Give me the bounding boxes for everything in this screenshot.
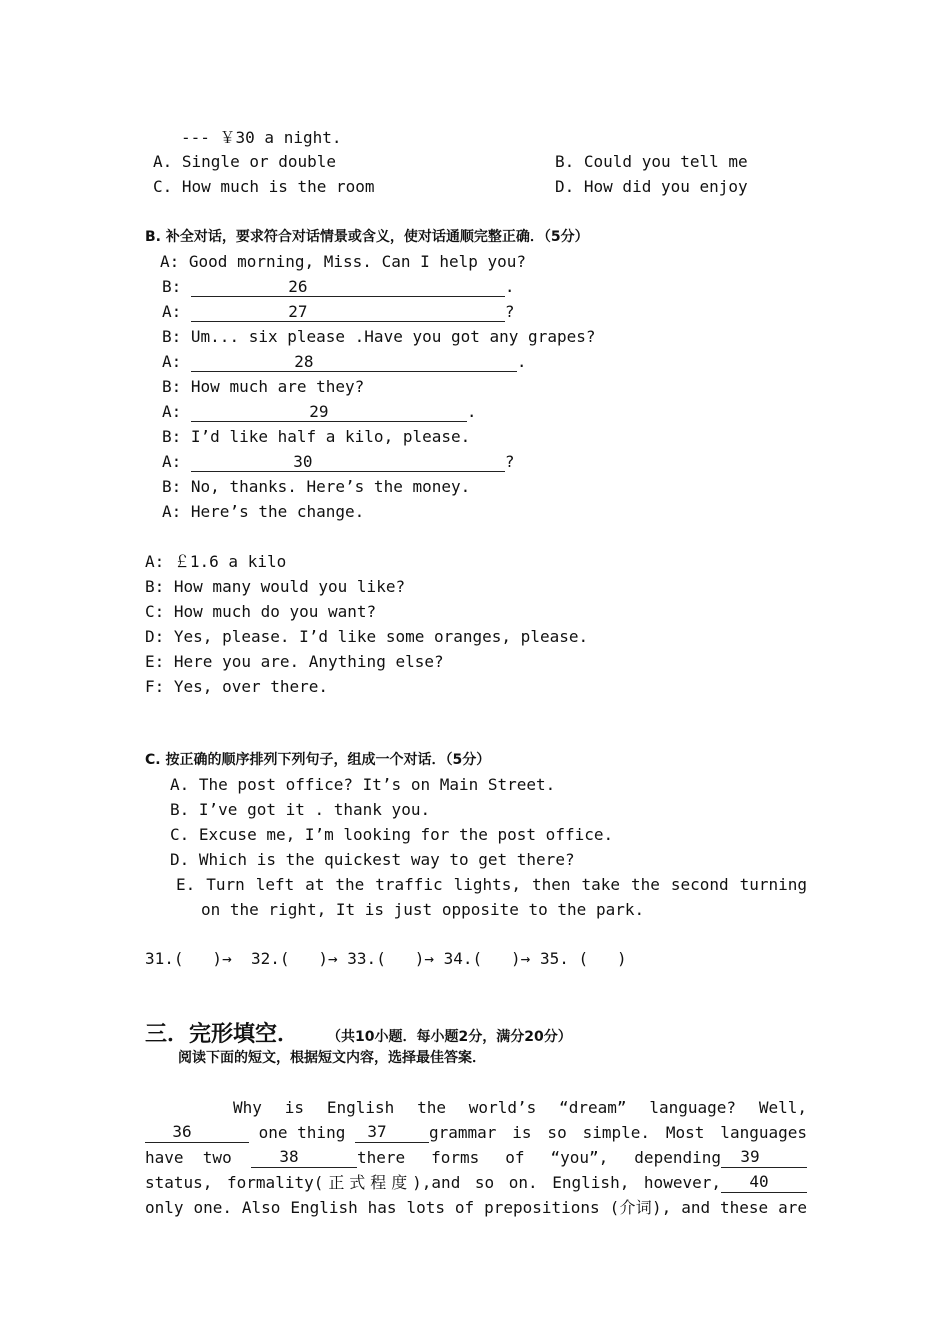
choice-f: F: Yes, over there.: [145, 677, 329, 696]
section-3-title: 三．完形填空．: [145, 1022, 300, 1047]
sentence-b: B. I’ve got it . thank you.: [170, 800, 431, 819]
passage-line-3: have two 38 there forms of “you”, depending 39: [145, 1148, 807, 1168]
order-answer-line: 31.( )→ 32.( )→ 33.( )→ 34.( )→ 35. ( ): [145, 949, 627, 968]
q25-option-c: C. How much is the room: [153, 177, 375, 196]
passage-line-5: only one. Also English has lots of prepositions (介词), and these are: [145, 1198, 807, 1217]
q25-option-b: B. Could you tell me: [555, 152, 748, 171]
section-3-points: （共10小题．每小题2分，满分20分）: [327, 1029, 572, 1045]
dialog-line-5: A: 28 .: [162, 352, 527, 371]
blank-29[interactable]: 29: [191, 403, 467, 422]
sentence-e: E. Turn left at the traffic lights, then take the second turning: [176, 875, 807, 894]
blank-26[interactable]: 26: [191, 278, 505, 297]
blank-37[interactable]: 37: [355, 1123, 429, 1143]
dialog-line-11: A: Here’s the change.: [162, 502, 365, 521]
dialog-line-8: B: I’d like half a kilo, please.: [162, 427, 471, 446]
section-c-heading: C. 按正确的顺序排列下列句子，组成一个对话．（5分）: [145, 752, 491, 768]
blank-27[interactable]: 27: [191, 303, 505, 322]
section-3-title-row: [145, 1021, 572, 1051]
passage-line-4: status, formality(正式程度),and so on. English, however, 40: [145, 1173, 807, 1193]
dialog-line-4: B: Um... six please .Have you got any grapes?: [162, 327, 596, 346]
choice-b: B: How many would you like?: [145, 577, 406, 596]
dialog-line-2: B: 26 .: [162, 277, 515, 296]
dialog-line-3: A: 27 ?: [162, 302, 515, 321]
choice-d: D: Yes, please. I’d like some oranges, please.: [145, 627, 589, 646]
passage-line-1: Why is English the world’s “dream” language? Well,: [233, 1098, 807, 1117]
q25-option-a: A. Single or double: [153, 152, 337, 171]
blank-30[interactable]: 30: [191, 453, 505, 472]
q25-option-d: D. How did you enjoy: [555, 177, 748, 196]
sentence-d: D. Which is the quickest way to get there?: [170, 850, 575, 869]
section-b-heading: B. 补全对话，要求符合对话情景或含义，使对话通顺完整正确．（5分）: [145, 229, 589, 245]
q25-answer-line: --- ￥30 a night.: [181, 128, 342, 147]
blank-38[interactable]: 38: [251, 1148, 357, 1168]
dialog-line-7: A: 29 .: [162, 402, 477, 421]
choice-e: E: Here you are. Anything else?: [145, 652, 444, 671]
dialog-line-9: A: 30 ?: [162, 452, 515, 471]
sentence-e-continued: on the right, It is just opposite to the park.: [201, 900, 645, 919]
dialog-line-10: B: No, thanks. Here’s the money.: [162, 477, 471, 496]
passage-line-2: 36 one thing 37 grammar is so simple. Most languages: [145, 1123, 807, 1143]
choice-a: A: ￡1.6 a kilo: [145, 552, 287, 571]
blank-36[interactable]: 36: [145, 1123, 249, 1143]
blank-28[interactable]: 28: [191, 353, 517, 372]
section-3-instruction: 阅读下面的短文，根据短文内容，选择最佳答案．: [178, 1050, 486, 1066]
blank-40[interactable]: 40: [721, 1173, 807, 1193]
sentence-a: A. The post office? It’s on Main Street.: [170, 775, 556, 794]
sentence-c: C. Excuse me, I’m looking for the post office.: [170, 825, 614, 844]
choice-c: C: How much do you want?: [145, 602, 377, 621]
blank-39[interactable]: 39: [721, 1148, 807, 1168]
dialog-line-6: B: How much are they?: [162, 377, 365, 396]
dialog-line-1: A: Good morning, Miss. Can I help you?: [160, 252, 527, 271]
